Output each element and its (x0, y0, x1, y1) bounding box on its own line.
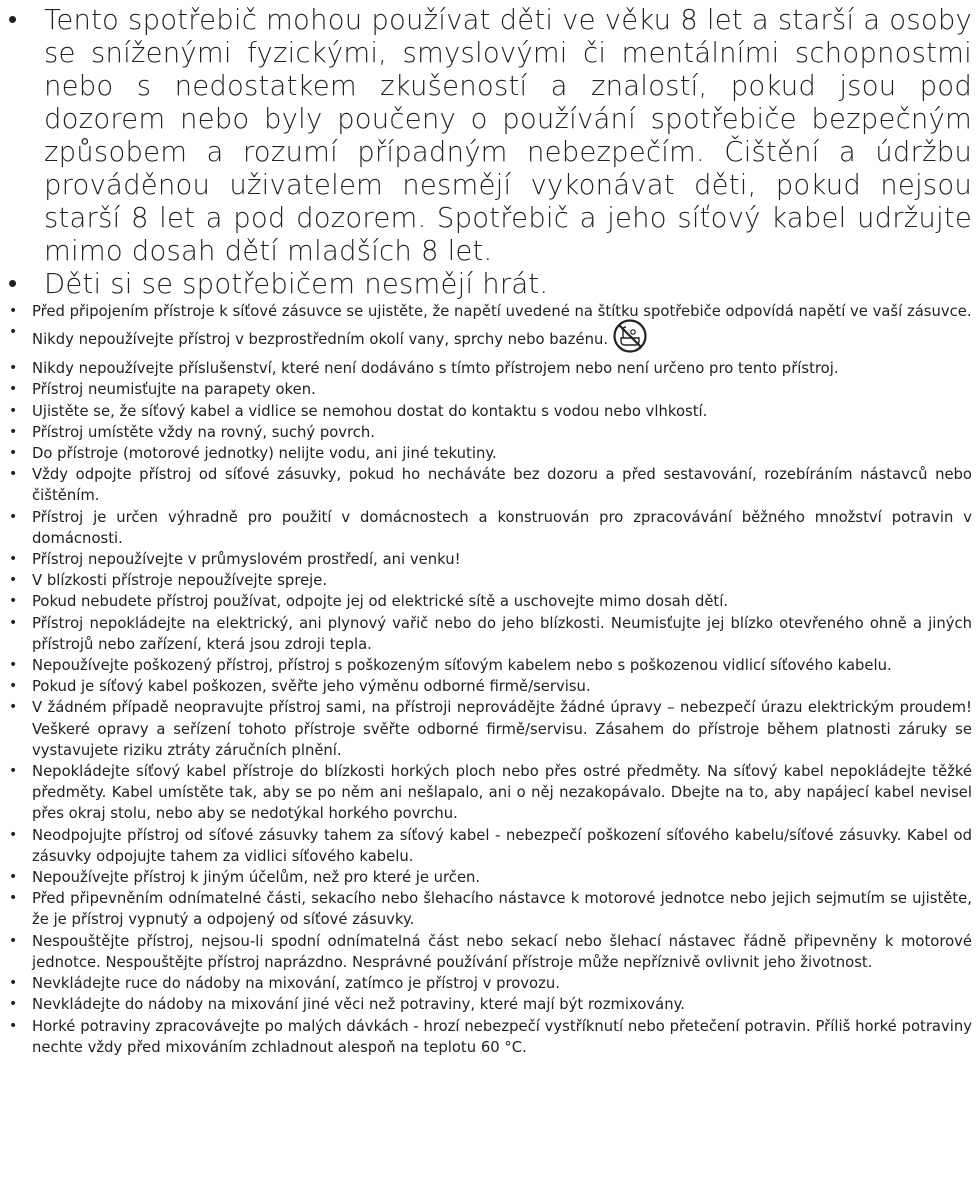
large-bullet-list (6, 4, 972, 301)
list-item: • Přístroj je určen výhradně pro použití v domácnostech a konstruován pro zpracovávání běžného množství potravin v domácnosti. (6, 507, 972, 549)
list-item-text: Nikdy nepoužívejte přístroj v bezprostředním okolí vany, sprchy nebo bazénu. (32, 331, 609, 349)
no-bathtub-icon (612, 318, 648, 354)
list-item: • Děti si se spotřebičem nesmějí hrát. (6, 268, 972, 301)
list-item: • Nikdy nepoužívejte příslušenství, které není dodáváno s tímto přístrojem nebo není určeno pro tento přístroj. (6, 358, 972, 379)
list-item: • Nevkládejte do nádoby na mixování jiné věci než potraviny, které mají být rozmixovány. (6, 994, 972, 1015)
list-item: • Do přístroje (motorové jednotky) nelijte vodu, ani jiné tekutiny. (6, 443, 972, 464)
list-item: • Ujistěte se, že síťový kabel a vidlice se nemohou dostat do kontaktu s vodou nebo vlhkostí. (6, 401, 972, 422)
list-item: • Nespouštějte přístroj, nejsou-li spodní odnímatelná část nebo sekací nebo šlehací nástavec řádně připevněny k motorové jednotce. Nespouštějte přístroj naprázdno. Nesprávné používání přístroje může nepříznivě ovlivnit jeho životnost. (6, 931, 972, 973)
list-item: • Nepoužívejte přístroj k jiným účelům, než pro které je určen. (6, 867, 972, 888)
list-item: • Nepokládejte síťový kabel přístroje do blízkosti horkých ploch nebo přes ostré předměty. Na síťový kabel nepokládejte těžké předměty. Kabel umístěte tak, aby se po něm ani nešlapalo, ani o něj nezakopávalo. Dbejte na to, aby napájecí kabel nevisel přes okraj stolu, nebo aby se nedotýkal horkého povrchu. (6, 761, 972, 825)
small-bullet-list (6, 301, 972, 1058)
list-item: • Přístroj neumisťujte na parapety oken. (6, 379, 972, 400)
list-item: • Přístroj umístěte vždy na rovný, suchý povrch. (6, 422, 972, 443)
list-item: • Tento spotřebič mohou používat děti ve věku 8 let a starší a osoby se sníženými fyzickými, smyslovými či mentálními schopnostmi nebo s nedostatkem zkušeností a znalostí, pokud jsou pod dozorem nebo byly poučeny o používání spotřebiče bezpečným způsobem a rozumí případným nebezpečím. Čištění a údržbu prováděnou uživatelem nesmějí vykonávat děti, pokud nejsou starší 8 let a pod dozorem. Spotřebič a jeho síťový kabel udržujte mimo dosah dětí mladších 8 let. (6, 4, 972, 268)
list-item: • Vždy odpojte přístroj od síťové zásuvky, pokud ho necháváte bez dozoru a před sestavování, rozebíráním nástavců nebo čištěním. (6, 464, 972, 506)
list-item: • Přístroj nepoužívejte v průmyslovém prostředí, ani venku! (6, 549, 972, 570)
list-item: • Před připevněním odnímatelné části, sekacího nebo šlehacího nástavce k motorové jednotce nebo jejich sejmutím se ujistěte, že je přístroj vypnutý a odpojený od síťové zásuvky. (6, 888, 972, 930)
list-item: • Horké potraviny zpracovávejte po malých dávkách - hrozí nebezpečí vystříknutí nebo přetečení potravin. Příliš horké potraviny nechte vždy před mixováním zchladnout alespoň na teplotu 60 °C. (6, 1016, 972, 1058)
list-item: • Pokud je síťový kabel poškozen, svěřte jeho výměnu odborné firmě/servisu. (6, 676, 972, 697)
list-item (6, 322, 972, 358)
list-item: • Nepoužívejte poškozený přístroj, přístroj s poškozeným síťovým kabelem nebo s poškozenou vidlicí síťového kabelu. (6, 655, 972, 676)
list-item: • Přístroj nepokládejte na elektrický, ani plynový vařič nebo do jeho blízkosti. Neumisťujte jej blízko otevřeného ohně a jiných přístrojů nebo zařízení, která jsou zdroji tepla. (6, 613, 972, 655)
list-item: • Nevkládejte ruce do nádoby na mixování, zatímco je přístroj v provozu. (6, 973, 972, 994)
list-item: • Před připojením přístroje k síťové zásuvce se ujistěte, že napětí uvedené na štítku spotřebiče odpovídá napětí ve vaší zásuvce. (6, 301, 972, 322)
list-item: • V žádném případě neopravujte přístroj sami, na přístroji neprovádějte žádné úpravy – nebezpečí úrazu elektrickým proudem! Veškeré opravy a seřízení tohoto přístroje svěřte odborné firmě/servisu. Zásahem do přístroje během platnosti záruky se vystavujete riziku ztráty záručních plnění. (6, 697, 972, 761)
list-item: • V blízkosti přístroje nepoužívejte spreje. (6, 570, 972, 591)
list-item: • Neodpojujte přístroj od síťové zásuvky tahem za síťový kabel - nebezpečí poškození síťového kabelu/síťové zásuvky. Kabel od zásuvky odpojujte tahem za vidlici síťového kabelu. (6, 825, 972, 867)
list-item: • Pokud nebudete přístroj používat, odpojte jej od elektrické sítě a uschovejte mimo dosah dětí. (6, 591, 972, 612)
